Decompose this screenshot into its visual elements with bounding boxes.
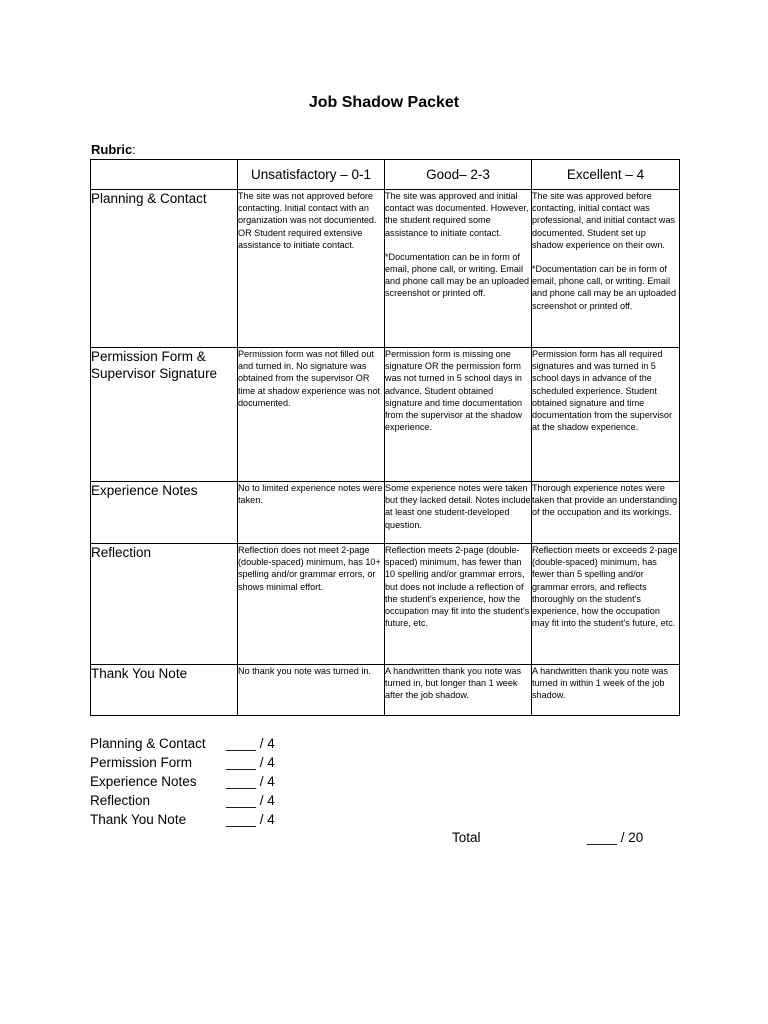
- rubric-cell-text: Reflection meets or exceeds 2-page (double-spaced) minimum, has fewer than 5 spelling and/or grammar errors, and reflects thoroughly on the student's experience, how the occupation may fit into the student's future, etc.: [532, 545, 678, 629]
- summary-row: [90, 812, 390, 831]
- summary-score: ____ / 4: [226, 793, 275, 808]
- rubric-category: Thank You Note: [91, 665, 238, 716]
- total-score: ____ / 20: [587, 830, 644, 845]
- rubric-cell-excellent: [532, 482, 680, 544]
- rubric-cell-good: [385, 665, 532, 716]
- summary-row: [90, 755, 390, 774]
- rubric-cell-unsatisfactory: [238, 665, 385, 716]
- summary-row: [90, 793, 390, 812]
- rubric-cell-unsatisfactory: [238, 348, 385, 482]
- rubric-header-category: [91, 160, 238, 190]
- rubric-row-planning: [91, 190, 680, 348]
- rubric-cell-good: [385, 190, 532, 348]
- rubric-row-experience: [91, 482, 680, 544]
- rubric-cell-text: The site was approved and initial contact was documented. However, the student required some assistance to initiate contact.: [385, 191, 529, 238]
- summary-score: ____ / 4: [226, 774, 275, 789]
- total-label: Total: [452, 830, 481, 845]
- rubric-cell-unsatisfactory: [238, 544, 385, 665]
- summary-label: Thank You Note: [90, 812, 187, 827]
- rubric-cell-text: No thank you note was turned in.: [238, 666, 371, 676]
- rubric-cell-excellent: [532, 190, 680, 348]
- rubric-cell-good: [385, 482, 532, 544]
- rubric-cell-text: Permission form was not filled out and turned in. No signature was obtained from the supervisor OR time at shadow experience was not documented.: [238, 349, 381, 408]
- summary-label: Reflection: [90, 793, 151, 808]
- rubric-cell-unsatisfactory: [238, 482, 385, 544]
- rubric-category: Permission Form & Supervisor Signature: [91, 348, 238, 482]
- rubric-row-thank-you: [91, 665, 680, 716]
- summary-row: [90, 736, 390, 755]
- rubric-header-good: Good– 2-3: [385, 160, 532, 190]
- rubric-cell-text: Thorough experience notes were taken that provide an understanding of the occupation and its workings.: [532, 483, 678, 518]
- rubric-cell-excellent: [532, 665, 680, 716]
- rubric-cell-text: Reflection does not meet 2-page (double-spaced) minimum, has 10+ spelling and/or grammar errors, or shows minimal effort.: [238, 545, 381, 592]
- rubric-cell-text: Reflection meets 2-page (double-spaced) minimum, has fewer than 10 spelling and/or grammar errors, but does not include a reflection of the student's experience, how the occupation may fit into the student's future, etc.: [385, 545, 530, 629]
- summary-score: ____ / 4: [226, 736, 275, 751]
- rubric-cell-text: The site was approved before contacting, initial contact was professional, and initial contact was documented. Student set up shadow experience on their own.: [532, 191, 676, 250]
- summary-label: Planning & Contact: [90, 736, 206, 751]
- rubric-cell-text: No to limited experience notes were taken.: [238, 483, 383, 506]
- rubric-row-permission: [91, 348, 680, 482]
- summary-row: [90, 774, 390, 793]
- rubric-cell-text: The site was not approved before contacting. Initial contact with an organization was not documented. OR Student required extensive assistance to initiate contact.: [238, 191, 377, 250]
- rubric-cell-text: Some experience notes were taken but they lacked detail. Notes include at least one student-developed question.: [385, 483, 531, 530]
- rubric-row-reflection: [91, 544, 680, 665]
- rubric-category: Planning & Contact: [91, 190, 238, 348]
- rubric-cell-excellent: [532, 544, 680, 665]
- rubric-cell-text: Permission form has all required signatures and was turned in 5 school days in advance of the scheduled experience. Student obtained signature and time documentation from the supervisor at the shadow experience.: [532, 349, 673, 433]
- rubric-cell-text: A handwritten thank you note was turned in, but longer than 1 week after the job shadow.: [385, 666, 521, 701]
- rubric-header-row: [91, 160, 680, 190]
- rubric-header-excellent: Excellent – 4: [532, 160, 680, 190]
- rubric-header-unsatisfactory: Unsatisfactory – 0-1: [238, 160, 385, 190]
- rubric-cell-note: *Documentation can be in form of email, phone call, or writing. Email and phone call may be an uploaded screenshot or printed off.: [532, 264, 677, 311]
- rubric-cell-unsatisfactory: [238, 190, 385, 348]
- score-summary: [90, 736, 390, 831]
- summary-label: Permission Form: [90, 755, 193, 770]
- rubric-table: [90, 159, 680, 716]
- page-title: Job Shadow Packet: [308, 94, 460, 111]
- rubric-category: Reflection: [91, 544, 238, 665]
- summary-score: ____ / 4: [226, 812, 275, 827]
- rubric-cell-text: A handwritten thank you note was turned in within 1 week of the job shadow.: [532, 666, 668, 701]
- rubric-label-text: Rubric: [91, 142, 133, 157]
- summary-score: ____ / 4: [226, 755, 275, 770]
- rubric-label-colon: :: [132, 142, 136, 157]
- rubric-cell-excellent: [532, 348, 680, 482]
- rubric-cell-good: [385, 544, 532, 665]
- rubric-cell-note: *Documentation can be in form of email, phone call, or writing. Email and phone call may be an uploaded screenshot or printed off.: [385, 251, 530, 299]
- rubric-category: Experience Notes: [91, 482, 238, 544]
- summary-label: Experience Notes: [90, 774, 197, 789]
- rubric-cell-text: Permission form is missing one signature OR the permission form was not turned in 5 school days in advance. Student obtained signature and time documentation from the supervisor at the shadow experience.: [385, 349, 522, 433]
- rubric-cell-good: [385, 348, 532, 482]
- rubric-label: [91, 142, 136, 157]
